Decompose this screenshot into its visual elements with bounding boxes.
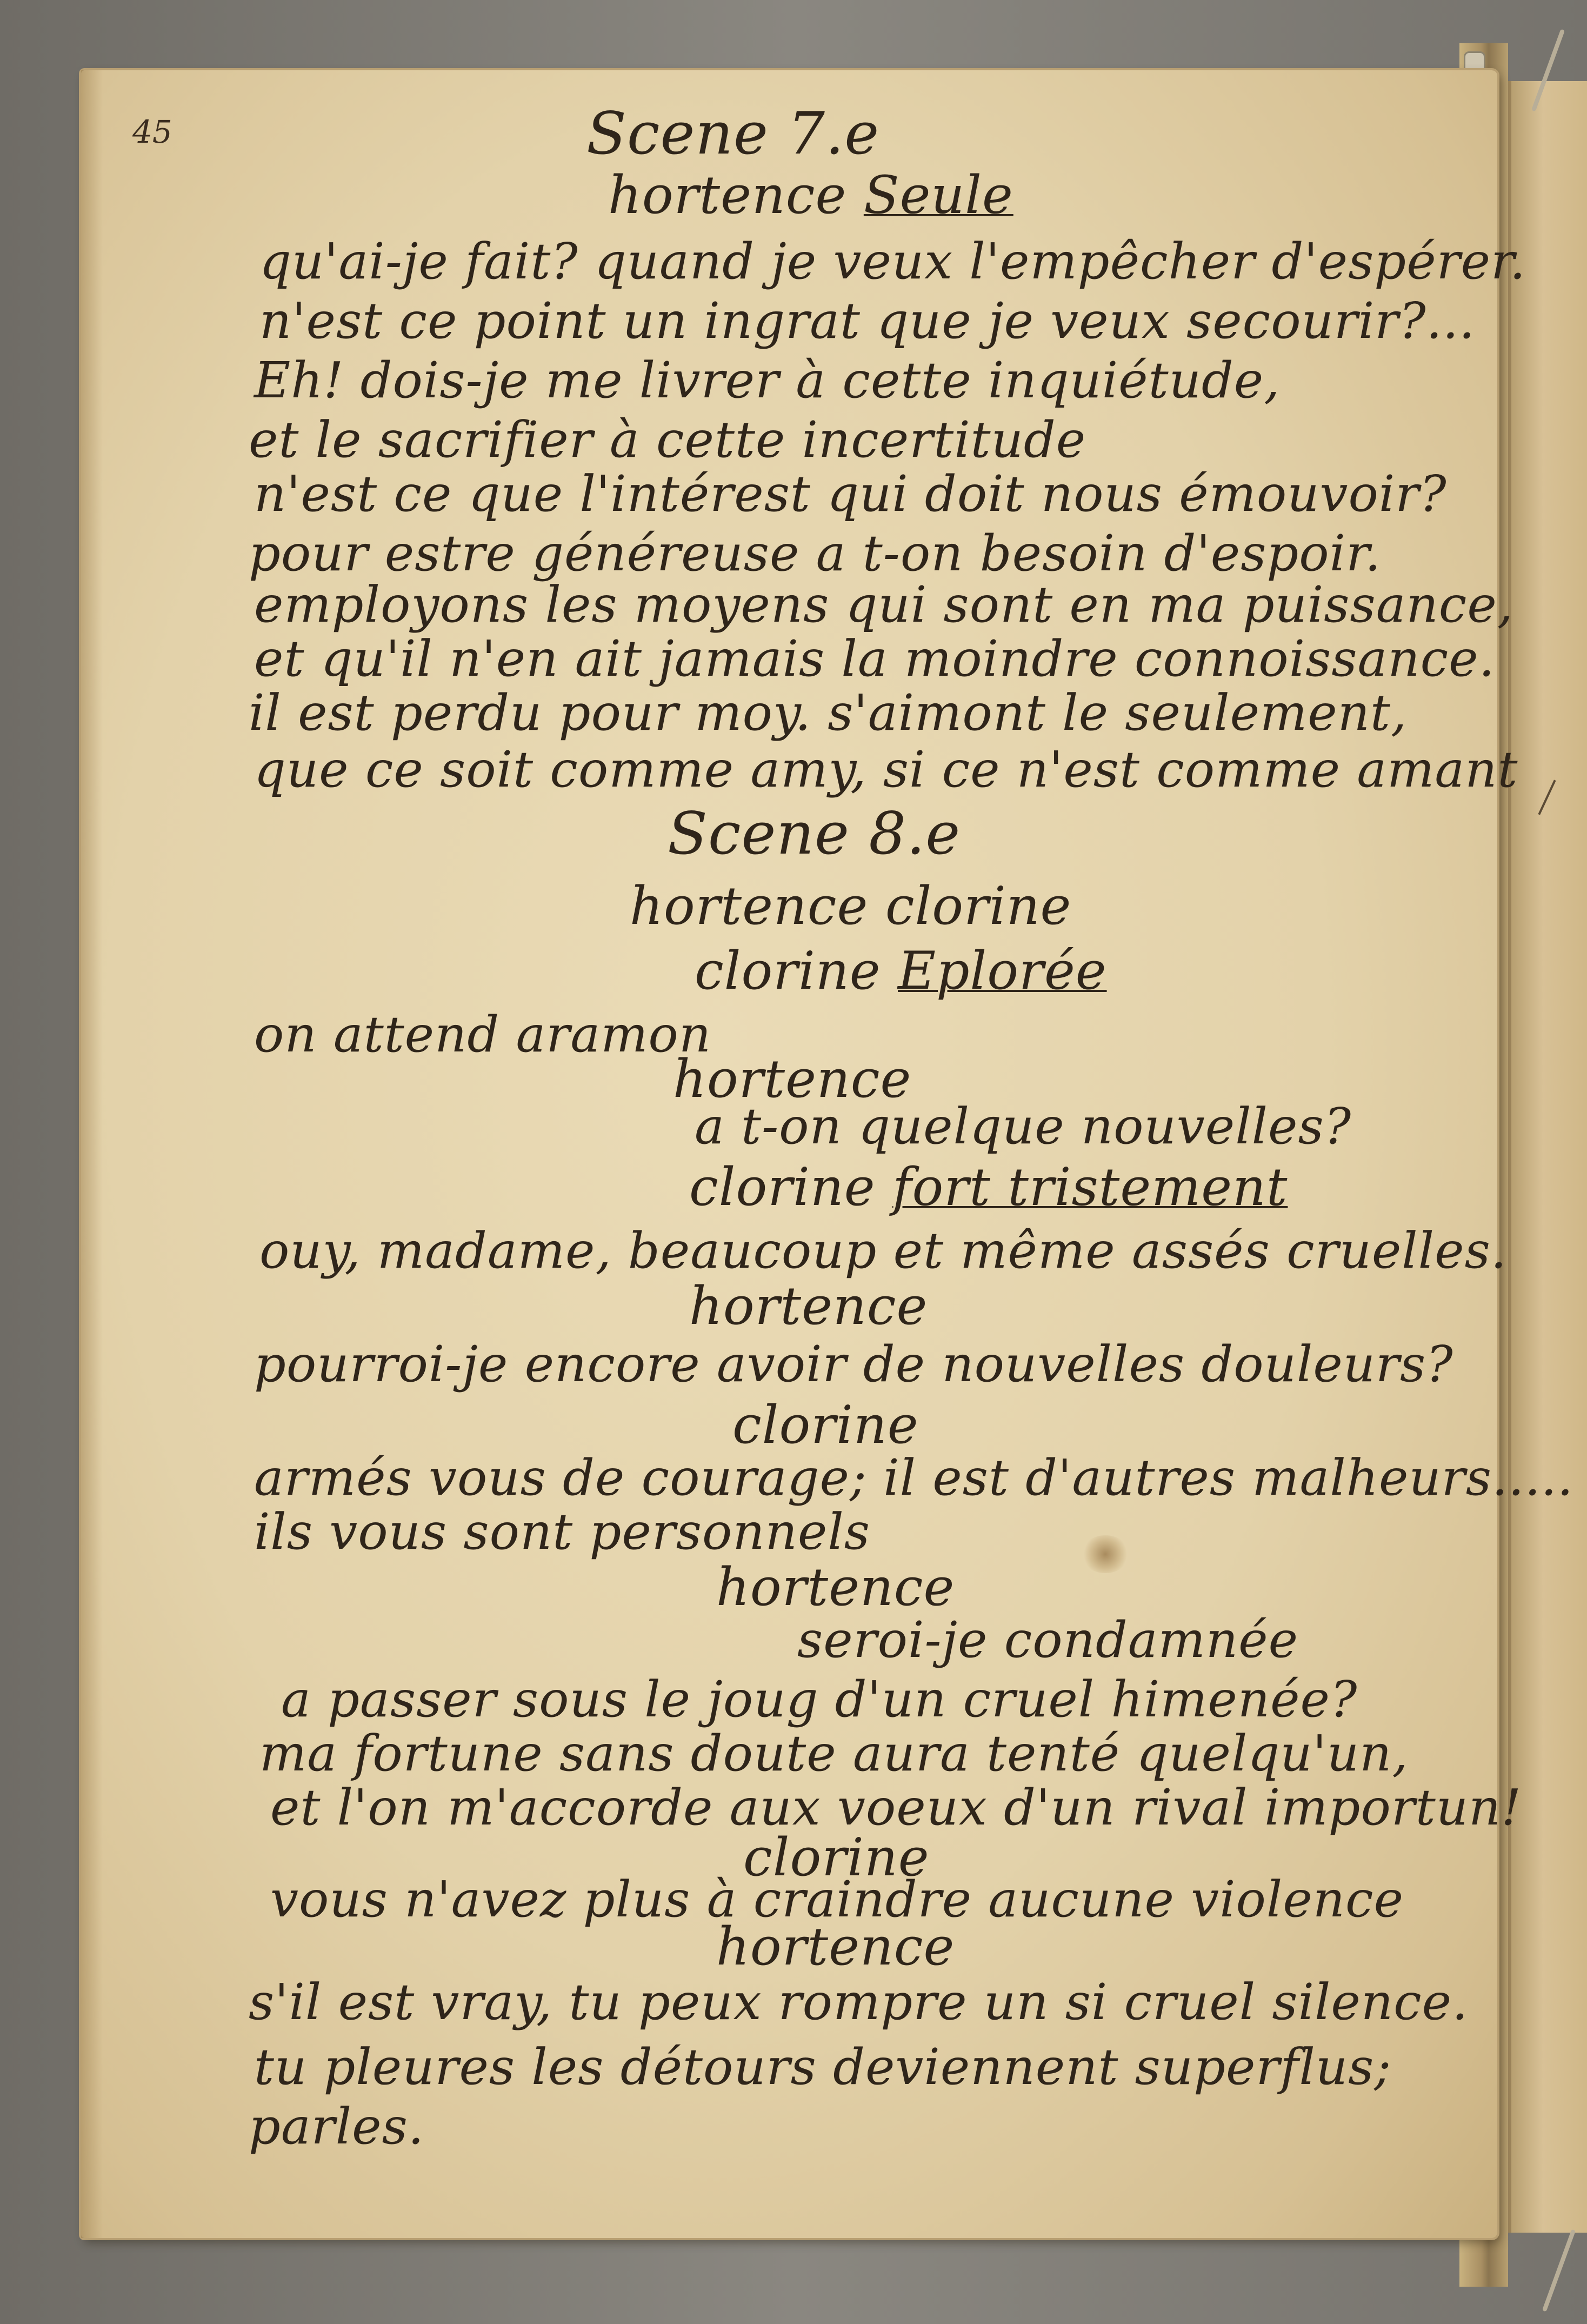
dialogue-line: armés vous de courage; il est d'autres malheurs..... xyxy=(254,1449,1574,1507)
verse-line: que ce soit comme amy, si ce n'est comme amant xyxy=(254,741,1518,798)
scene-7-title: Scene 7.e xyxy=(586,100,880,168)
speaker-with-direction xyxy=(689,1157,1288,1217)
scene-7-character xyxy=(608,165,1013,225)
verse-line: pour estre généreuse a t-on besoin d'espoir. xyxy=(249,524,1382,582)
speaker-name: hortence xyxy=(716,1557,955,1617)
dialogue-line: a passer sous le joug d'un cruel himenée? xyxy=(281,1670,1358,1728)
scene-8-title: Scene 8.e xyxy=(668,800,961,868)
dialogue-line: pourroi-je encore avoir de nouvelles douleurs? xyxy=(254,1335,1453,1393)
verse-line: n'est ce que l'intérest qui doit nous émouvoir? xyxy=(254,465,1447,523)
dialogue-line: tu pleures les détours deviennent superflus; xyxy=(254,2038,1392,2096)
speaker-name: clorine xyxy=(689,1157,876,1217)
dialogue-line: ma fortune sans doute aura tenté quelqu'un, xyxy=(259,1724,1409,1782)
dialogue-line: seroi-je condamnée xyxy=(797,1611,1299,1669)
verse-line: et qu'il n'en ait jamais la moindre connoissance. xyxy=(254,630,1495,688)
dialogue-line: et l'on m'accorde aux voeux d'un rival importun! xyxy=(270,1779,1522,1836)
verse-line: il est perdu pour moy. s'aimont le seulement, xyxy=(249,684,1408,742)
dialogue-line: s'il est vray, tu peux rompre un si cruel silence. xyxy=(249,1973,1469,2031)
speaker-name: hortence xyxy=(716,1916,955,1977)
dialogue-line: vous n'avez plus à craindre aucune violence xyxy=(270,1870,1404,1928)
verse-line: n'est ce point un ingrat que je veux secourir?... xyxy=(259,292,1476,350)
scene-8-entry xyxy=(695,941,1107,1001)
ink-stain xyxy=(1081,1535,1130,1573)
dialogue-line: a t-on quelque nouvelles? xyxy=(695,1097,1352,1155)
folio-number: 45 xyxy=(132,114,172,150)
character-name: clorine xyxy=(695,941,881,1001)
dialogue-line: on attend aramon xyxy=(254,1005,712,1063)
verse-line: Eh! dois-je me livrer à cette inquiétude, xyxy=(254,351,1281,409)
stage-direction: fort tristement xyxy=(892,1157,1288,1217)
verse-line: et le sacrifier à cette incertitude xyxy=(249,411,1086,469)
page-shadow xyxy=(81,70,103,2238)
speaker-name: hortence xyxy=(689,1276,928,1336)
dialogue-line: ouy, madame, beaucoup et même assés cruelles. xyxy=(259,1222,1508,1280)
speaker-name: hortence xyxy=(673,1049,912,1109)
stage-direction: Seule xyxy=(863,165,1013,225)
verse-line: employons les moyens qui sont en ma puissance, xyxy=(254,576,1514,634)
dialogue-line: ils vous sont personnels xyxy=(254,1503,870,1561)
speaker-name: clorine xyxy=(732,1395,919,1455)
character-name: hortence xyxy=(608,165,847,225)
verse-line: qu'ai-je fait? quand je veux l'empêcher d'espérer. xyxy=(259,232,1526,290)
speaker-name: clorine xyxy=(743,1827,930,1888)
dialogue-line: parles. xyxy=(249,2097,425,2155)
scene-8-characters: hortence clorine xyxy=(630,876,1072,936)
facing-page-edge xyxy=(1508,81,1587,2233)
stage-direction: Eplorée xyxy=(898,941,1107,1001)
